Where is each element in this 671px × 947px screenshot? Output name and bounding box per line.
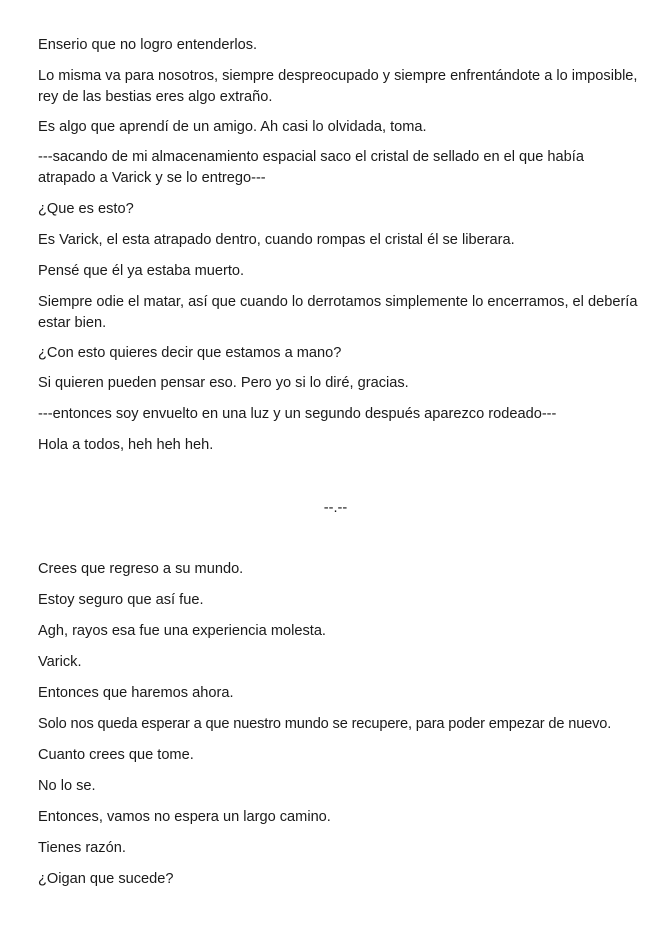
paragraph: Siempre odie el matar, así que cuando lo derrotamos simplemente lo encerramos, el debería estar bien. <box>38 294 638 331</box>
paragraph: ¿Oigan que sucede? <box>38 871 174 887</box>
paragraph: Lo misma va para nosotros, siempre despreocupado y siempre enfrentándote a lo imposible, rey de las bestias eres algo extraño. <box>38 68 638 105</box>
paragraph: Solo nos queda esperar a que nuestro mundo se recupere, para poder empezar de nuevo. <box>38 716 612 732</box>
paragraph: ¿Con esto quieres decir que estamos a mano? <box>38 345 342 361</box>
paragraph: Pensé que él ya estaba muerto. <box>38 263 245 279</box>
paragraph: Varick. <box>38 654 82 670</box>
paragraph: Cuanto crees que tome. <box>38 747 194 763</box>
section-separator: --.-- <box>323 500 348 516</box>
paragraph: Crees que regreso a su mundo. <box>38 561 244 577</box>
paragraph: Si quieren pueden pensar eso. Pero yo si lo diré, gracias. <box>38 375 409 391</box>
paragraph: ---sacando de mi almacenamiento espacial saco el cristal de sellado en el que había atrapado a Varick y se lo entrego--- <box>38 149 584 186</box>
paragraph: ¿Que es esto? <box>38 201 134 217</box>
paragraph: Es Varick, el esta atrapado dentro, cuando rompas el cristal él se liberara. <box>38 232 515 248</box>
paragraph: Entonces, vamos no espera un largo camino. <box>38 809 331 825</box>
paragraph: ---entonces soy envuelto en una luz y un segundo después aparezco rodeado--- <box>38 406 557 422</box>
paragraph: Agh, rayos esa fue una experiencia molesta. <box>38 623 326 639</box>
paragraph: Entonces que haremos ahora. <box>38 685 234 701</box>
paragraph: Tienes razón. <box>38 840 126 856</box>
paragraph: Es algo que aprendí de un amigo. Ah casi lo olvidada, toma. <box>38 119 427 135</box>
paragraph: No lo se. <box>38 778 96 794</box>
paragraph: Enserio que no logro entenderlos. <box>38 37 258 53</box>
paragraph: Estoy seguro que así fue. <box>38 592 204 608</box>
paragraph: Hola a todos, heh heh heh. <box>38 437 214 453</box>
